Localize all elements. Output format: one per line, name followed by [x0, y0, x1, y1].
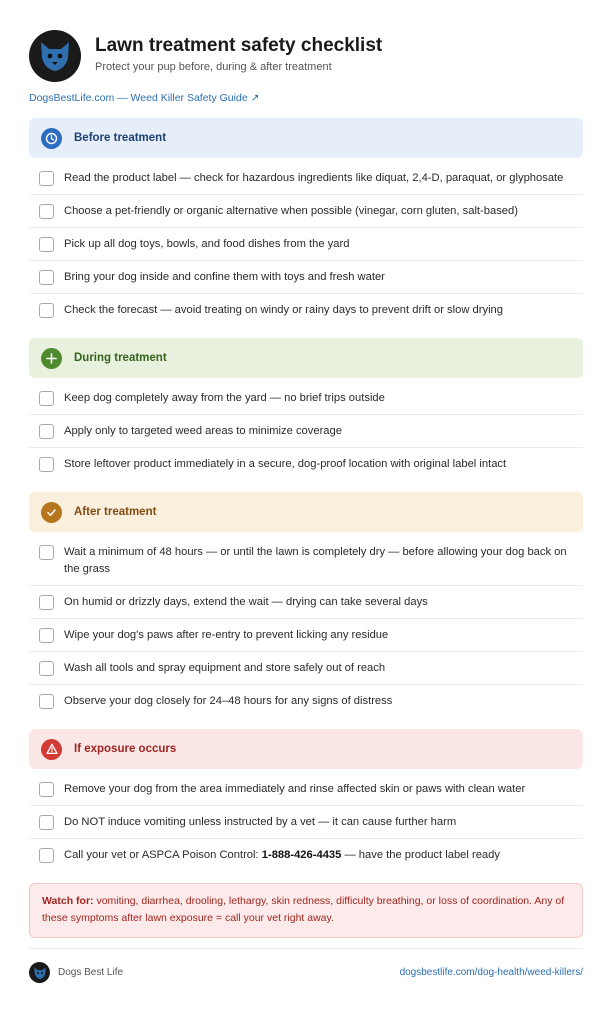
checkbox[interactable]	[39, 595, 54, 610]
checkbox[interactable]	[39, 628, 54, 643]
checklist-item[interactable]	[29, 448, 583, 480]
checklist-item[interactable]	[29, 228, 583, 261]
checklist-item[interactable]	[29, 382, 583, 415]
header	[29, 0, 583, 83]
item-label: Keep dog completely away from the yard — no brief trips outside	[64, 392, 385, 404]
section-header	[29, 492, 583, 532]
item-label: Choose a pet-friendly or organic alternative when possible (vinegar, corn gluten, salt-based)	[64, 205, 518, 217]
item-label: Remove your dog from the area immediately and rinse affected skin or paws with clean water	[64, 783, 526, 795]
section-header	[29, 118, 583, 158]
item-label: On humid or drizzly days, extend the wait — drying can take several days	[64, 596, 428, 608]
checkbox[interactable]	[39, 171, 54, 186]
checklist-item[interactable]	[29, 586, 583, 619]
checkbox[interactable]	[39, 204, 54, 219]
checkbox[interactable]	[39, 270, 54, 285]
checkbox[interactable]	[39, 848, 54, 863]
page-title: Lawn treatment safety checklist	[95, 35, 383, 56]
checkbox[interactable]	[39, 303, 54, 318]
checklist-item[interactable]	[29, 652, 583, 685]
call-suffix: — have the product label ready	[341, 849, 500, 861]
plus-icon	[41, 348, 62, 369]
item-label: Store leftover product immediately in a secure, dog-proof location with original label intact	[64, 458, 507, 470]
item-label: Do NOT induce vomiting unless instructed by a vet — it can cause further harm	[64, 816, 457, 828]
item-label: Check the forecast — avoid treating on windy or rainy days to prevent drift or slow drying	[64, 304, 504, 316]
dog-face-icon	[29, 962, 50, 983]
symptoms-warning	[29, 883, 583, 938]
checklist-item[interactable]	[29, 415, 583, 448]
checkbox[interactable]	[39, 694, 54, 709]
checklist-item[interactable]	[29, 162, 583, 195]
poison-control-phone: 1-888-426-4435	[261, 849, 342, 861]
checkbox[interactable]	[39, 424, 54, 439]
checklist-item[interactable]	[29, 839, 583, 871]
checklist-item[interactable]	[29, 195, 583, 228]
item-label: Wait a minimum of 48 hours — or until the lawn is completely dry — before allowing your dog back on the grass	[64, 546, 567, 575]
item-label	[64, 847, 500, 864]
dog-face-icon	[29, 30, 81, 82]
section-title: If exposure occurs	[74, 743, 177, 755]
section-header	[29, 729, 583, 769]
checklist-item[interactable]	[29, 536, 583, 586]
checklist-item[interactable]	[29, 294, 583, 326]
checkbox[interactable]	[39, 782, 54, 797]
checklist-item[interactable]	[29, 773, 583, 806]
item-label: Observe your dog closely for 24–48 hours for any signs of distress	[64, 695, 393, 707]
item-label: Wipe your dog's paws after re-entry to prevent licking any residue	[64, 629, 389, 641]
warning-label: Watch for:	[42, 895, 94, 907]
section-title: After treatment	[74, 506, 157, 518]
checkbox[interactable]	[39, 815, 54, 830]
check-icon	[41, 502, 62, 523]
section-header	[29, 338, 583, 378]
checkbox[interactable]	[39, 237, 54, 252]
item-label: Apply only to targeted weed areas to minimize coverage	[64, 425, 342, 437]
footer-brand: Dogs Best Life	[58, 967, 124, 978]
checklist-item[interactable]	[29, 806, 583, 839]
checkbox[interactable]	[39, 661, 54, 676]
section-title: During treatment	[74, 352, 167, 364]
page-subtitle: Protect your pup before, during & after treatment	[95, 61, 332, 73]
section-after-treatment	[29, 492, 583, 717]
section-before-treatment	[29, 118, 583, 326]
section-during-treatment	[29, 338, 583, 480]
item-label: Pick up all dog toys, bowls, and food dishes from the yard	[64, 238, 350, 250]
item-label: Wash all tools and spray equipment and store safely out of reach	[64, 662, 386, 674]
item-label: Bring your dog inside and confine them with toys and fresh water	[64, 271, 385, 283]
clock-icon	[41, 128, 62, 149]
footer-url-link[interactable]: dogsbestlife.com/dog-health/weed-killers/	[399, 967, 583, 978]
section-if-exposure-occurs	[29, 729, 583, 871]
checkbox[interactable]	[39, 457, 54, 472]
checklist-item[interactable]	[29, 685, 583, 717]
checkbox[interactable]	[39, 391, 54, 406]
guide-link[interactable]: DogsBestLife.com — Weed Killer Safety Guide ↗	[29, 92, 260, 104]
section-title: Before treatment	[74, 132, 167, 144]
item-label: Read the product label — check for hazardous ingredients like diquat, 2,4-D, paraquat, or glyphosate	[64, 172, 564, 184]
checklist-item[interactable]	[29, 619, 583, 652]
warning-icon	[41, 739, 62, 760]
checklist-item[interactable]	[29, 261, 583, 294]
checkbox[interactable]	[39, 545, 54, 560]
warning-text: vomiting, diarrhea, drooling, lethargy, skin redness, difficulty breathing, or loss of coordination. Any of these symptoms after lawn exposure = call your vet right away.	[42, 895, 565, 924]
footer	[29, 948, 583, 983]
call-prefix: Call your vet or ASPCA Poison Control:	[64, 849, 262, 861]
